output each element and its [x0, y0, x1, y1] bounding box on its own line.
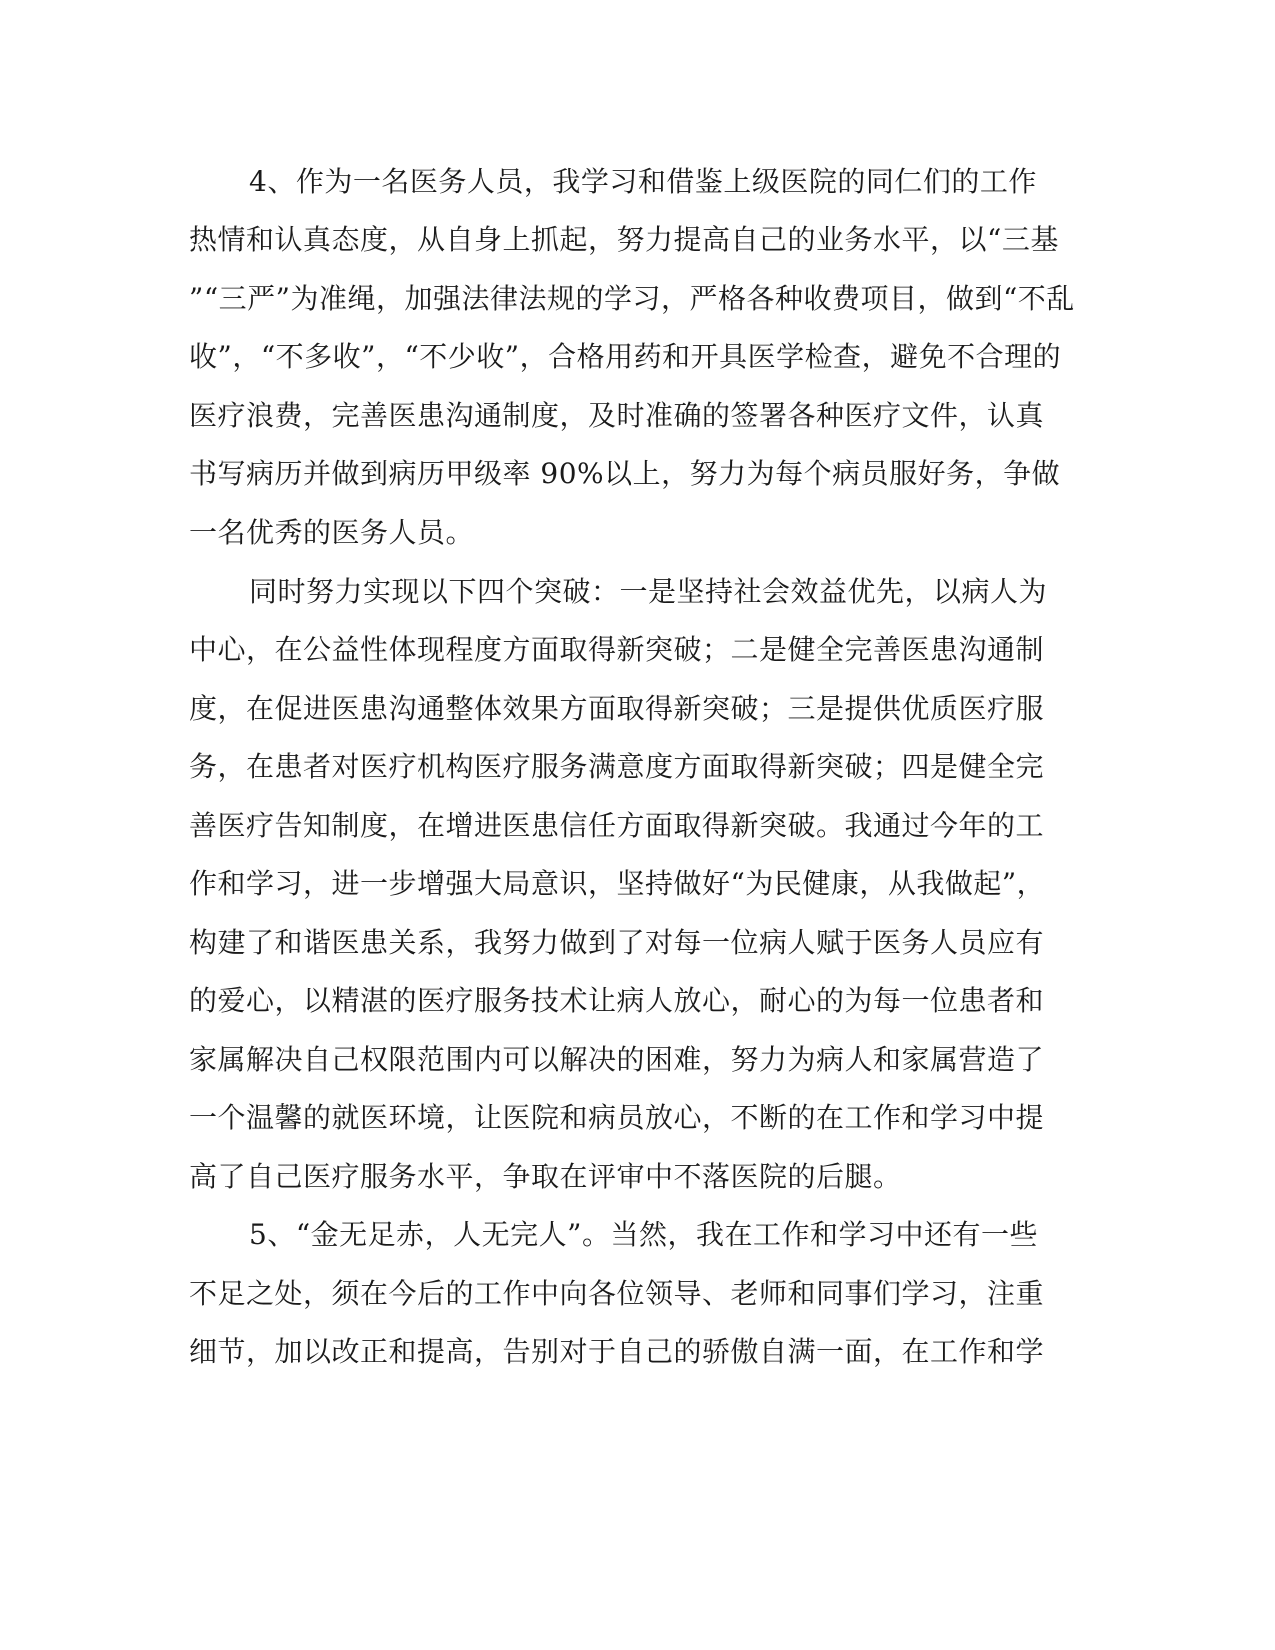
paragraph-4-line-1: 4、作为一名医务人员，我学习和借鉴上级医院的同仁们的工作 — [249, 165, 1037, 198]
paragraph-4-line-4: 收”，“不多收”，“不少收”，合格用药和开具医学检查，避免不合理的 — [189, 340, 1062, 373]
paragraph-breakthroughs-line-5: 善医疗告知制度，在增进医患信任方面取得新突破。我通过今年的工 — [189, 809, 1045, 842]
paragraph-breakthroughs-line-1: 同时努力实现以下四个突破：一是坚持社会效益优先，以病人为 — [249, 575, 1048, 608]
paragraph-breakthroughs-line-6: 作和学习，进一步增强大局意识，坚持做好“为民健康，从我做起”， — [189, 867, 1046, 900]
paragraph-breakthroughs-line-10: 一个温馨的就医环境，让医院和病员放心，不断的在工作和学习中提 — [189, 1101, 1045, 1134]
paragraph-breakthroughs-line-8: 的爱心，以精湛的医疗服务技术让病人放心，耐心的为每一位患者和 — [189, 984, 1045, 1017]
paragraph-4-line-5: 医疗浪费，完善医患沟通制度，及时准确的签署各种医疗文件，认真 — [189, 399, 1045, 432]
paragraph-breakthroughs-line-11: 高了自己医疗服务水平，争取在评审中不落医院的后腿。 — [189, 1160, 902, 1193]
paragraph-5-line-2: 不足之处，须在今后的工作中向各位领导、老师和同事们学习，注重 — [189, 1277, 1045, 1310]
paragraph-breakthroughs-line-9: 家属解决自己权限范围内可以解决的困难，努力为病人和家属营造了 — [189, 1043, 1045, 1076]
paragraph-5-line-3: 细节，加以改正和提高，告别对于自己的骄傲自满一面，在工作和学 — [189, 1335, 1045, 1368]
paragraph-breakthroughs-line-4: 务，在患者对医疗机构医疗服务满意度方面取得新突破；四是健全完 — [189, 750, 1045, 783]
paragraph-4-line-3: ”“三严”为准绳，加强法律法规的学习，严格各种收费项目，做到“不乱 — [189, 282, 1075, 315]
paragraph-breakthroughs-line-3: 度，在促进医患沟通整体效果方面取得新突破；三是提供优质医疗服 — [189, 692, 1045, 725]
paragraph-4-line-2: 热情和认真态度，从自身上抓起，努力提高自己的业务水平，以“三基 — [189, 223, 1059, 256]
paragraph-5-line-1: 5、“金无足赤，人无完人”。当然，我在工作和学习中还有一些 — [249, 1218, 1038, 1251]
paragraph-4-line-6: 书写病历并做到病历甲级率 90%以上，努力为每个病员服好务，争做 — [189, 457, 1061, 490]
paragraph-4-line-7: 一名优秀的医务人员。 — [189, 516, 475, 549]
paragraph-breakthroughs-line-7: 构建了和谐医患关系，我努力做到了对每一位病人赋于医务人员应有 — [189, 926, 1045, 959]
paragraph-breakthroughs-line-2: 中心，在公益性体现程度方面取得新突破；二是健全完善医患沟通制 — [189, 633, 1045, 666]
